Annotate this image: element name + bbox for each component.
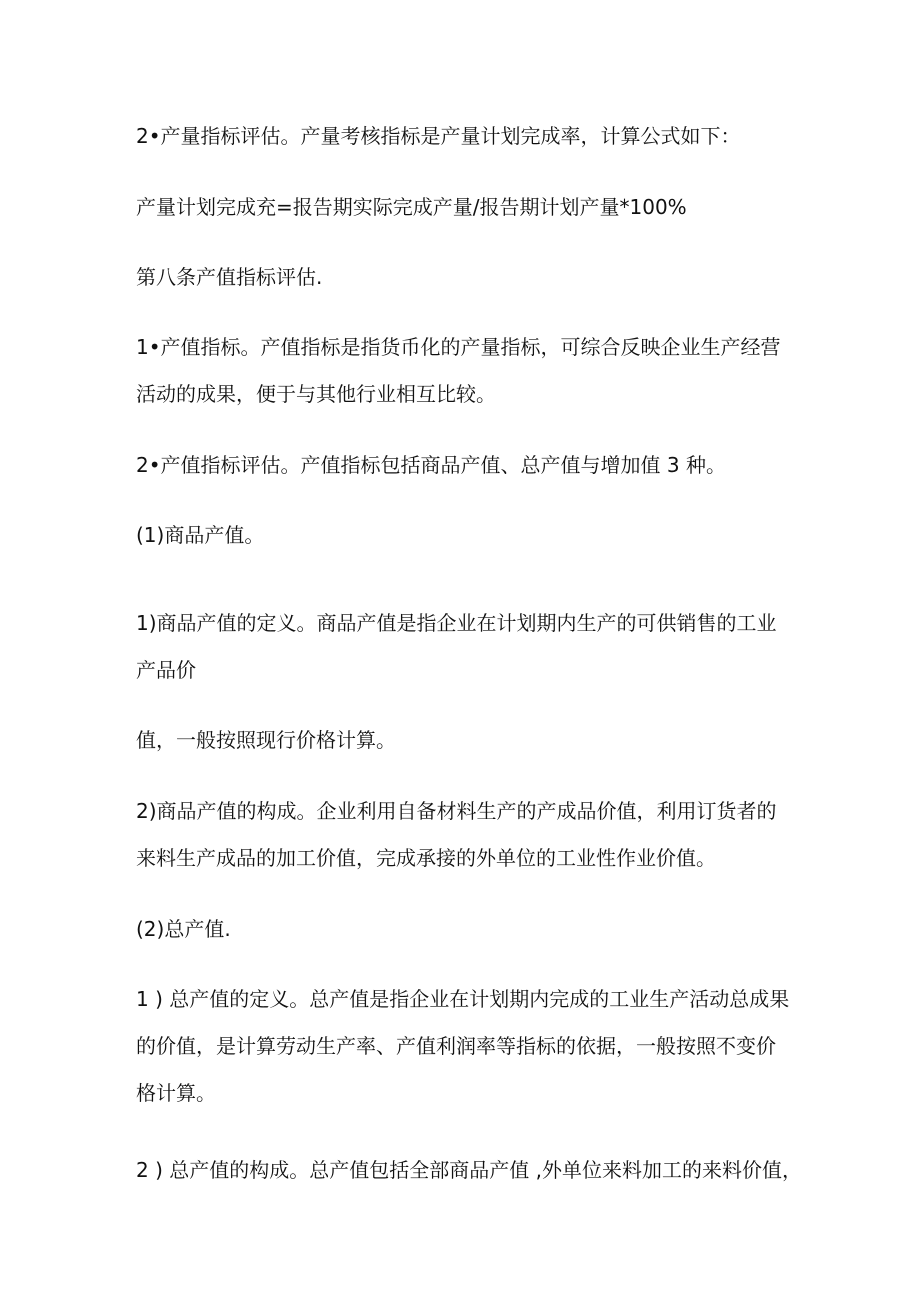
text-line: 2•产量指标评估。产量考核指标是产量计划完成率，计算公式如下： bbox=[136, 124, 741, 148]
text-line: 的价值，是计算劳动生产率、产值利润率等指标的依据，一般按照不变价 bbox=[136, 1034, 776, 1058]
paragraph-value-indicator bbox=[136, 333, 796, 408]
paragraph-commodity-value-definition-cont bbox=[136, 726, 796, 754]
paragraph-output-indicator-evaluation bbox=[136, 122, 796, 150]
text-line: 值，一般按照现行价格计算。 bbox=[136, 728, 396, 752]
paragraph-article-eight-heading bbox=[136, 263, 796, 291]
text-line: 1 ) 总产值的定义。总产值是指企业在计划期内完成的工业生产活动总成果 bbox=[136, 987, 790, 1011]
text-line: (2)总产值. bbox=[136, 917, 231, 941]
paragraph-commodity-value-definition bbox=[136, 609, 796, 684]
paragraph-total-value-composition bbox=[136, 1156, 802, 1184]
paragraph-commodity-value-composition bbox=[136, 797, 796, 872]
text-line: 产量计划完成充=报告期实际完成产量/报告期计划产量*100% bbox=[136, 195, 687, 219]
text-line: 格计算。 bbox=[136, 1081, 216, 1105]
text-line: (1)商品产值。 bbox=[136, 523, 265, 547]
text-line: 来料生产成品的加工价值，完成承接的外单位的工业性作业价值。 bbox=[136, 846, 716, 870]
text-line: 2•产值指标评估。产值指标包括商品产值、总产值与增加值 3 种。 bbox=[136, 453, 726, 477]
paragraph-total-value-heading bbox=[136, 915, 796, 943]
text-line: 活动的成果，便于与其他行业相互比较。 bbox=[136, 382, 496, 406]
text-line: 2)商品产值的构成。企业利用自备材料生产的产成品价值，利用订货者的 bbox=[136, 799, 777, 823]
text-line: 1)商品产值的定义。商品产值是指企业在计划期内生产的可供销售的工业 bbox=[136, 611, 777, 635]
text-line: 1•产值指标。产值指标是指货币化的产量指标，可综合反映企业生产经营 bbox=[136, 335, 781, 359]
paragraph-total-value-definition bbox=[136, 985, 796, 1107]
text-line: 产品价 bbox=[136, 658, 196, 682]
paragraph-commodity-value-heading bbox=[136, 521, 796, 549]
paragraph-value-indicator-evaluation bbox=[136, 451, 796, 479]
paragraph-output-formula bbox=[136, 193, 796, 221]
text-line: 第八条产值指标评估. bbox=[136, 265, 323, 289]
text-line: 2 ) 总产值的构成。总产值包括全部商品产值 ,外单位来料加工的来料价值， bbox=[136, 1158, 802, 1182]
